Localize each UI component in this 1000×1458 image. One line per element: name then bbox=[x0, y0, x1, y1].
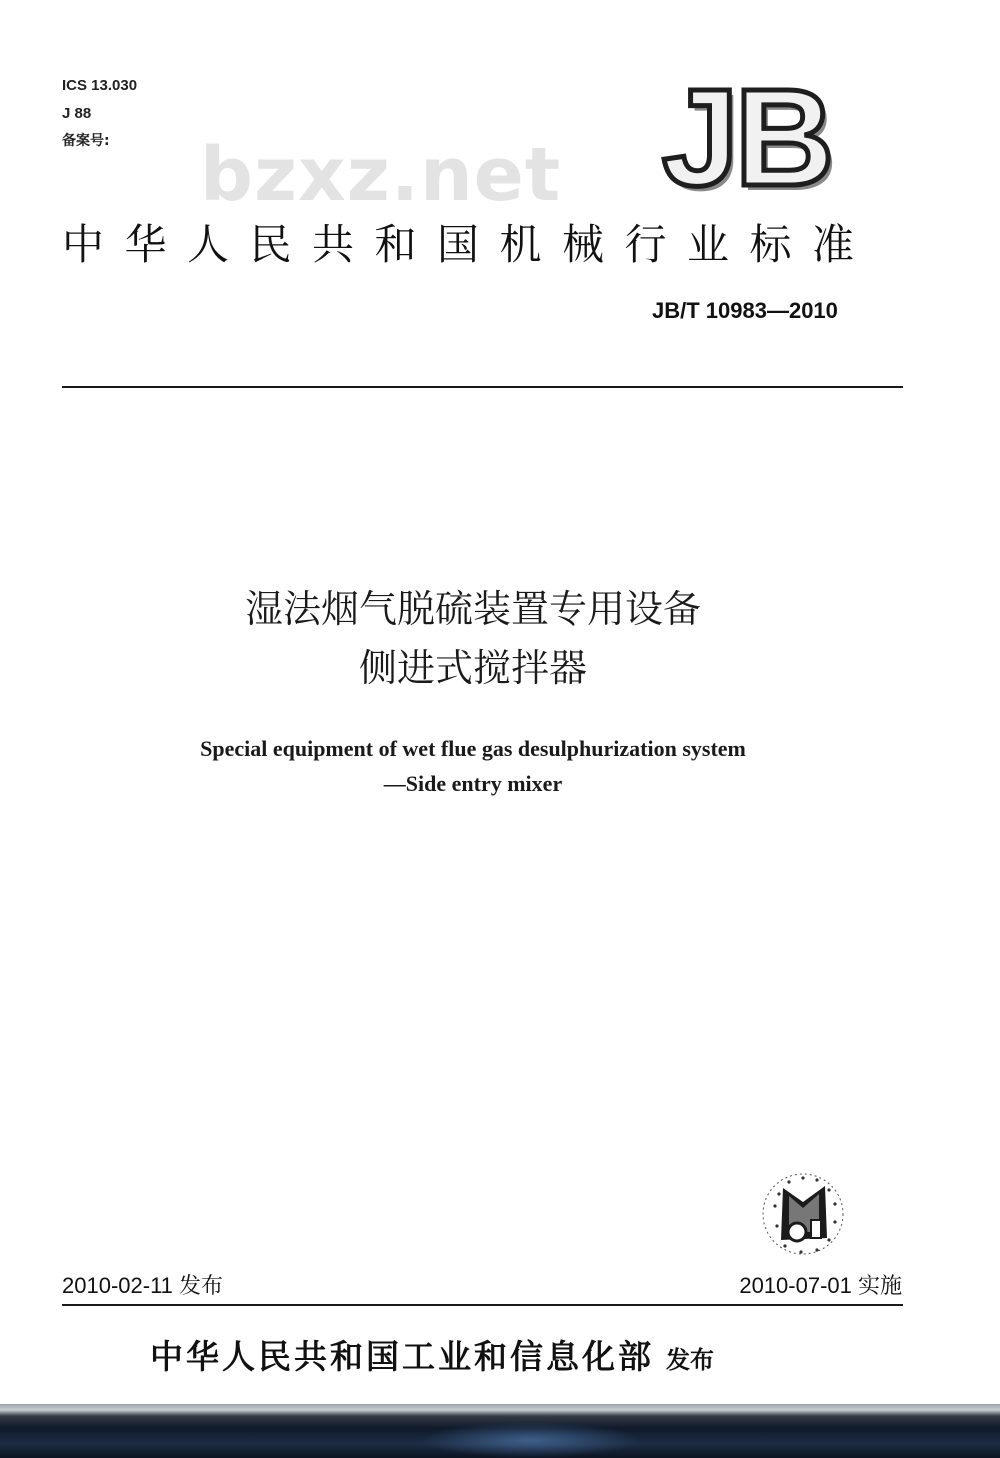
watermark-text: bzxz.net bbox=[200, 132, 562, 218]
standard-category-title: 中华人民共和国机械行业标准 bbox=[62, 220, 875, 269]
jb-logo: JB bbox=[662, 61, 831, 215]
issue-date: 2010-02-11 发布 bbox=[62, 1273, 224, 1298]
title-cn-line2: 侧进式搅拌器 bbox=[358, 646, 587, 690]
implementation-date: 2010-07-01 实施 bbox=[739, 1273, 902, 1298]
issuer-suffix: 发布 bbox=[666, 1346, 714, 1374]
background-glow bbox=[420, 1422, 640, 1458]
issuer-line bbox=[150, 1332, 714, 1382]
record-number-label: 备案号: bbox=[62, 133, 110, 149]
issuer-name: 中华人民共和国工业和信息化部 bbox=[150, 1337, 654, 1376]
ics-code: ICS 13.030 bbox=[62, 77, 138, 94]
title-en-line2: —Side entry mixer bbox=[383, 771, 563, 796]
title-cn-line1: 湿法烟气脱硫装置专用设备 bbox=[244, 587, 701, 631]
publisher-seal-icon bbox=[755, 1166, 851, 1262]
standard-number: JB/T 10983—2010 bbox=[652, 298, 838, 323]
bottom-divider bbox=[62, 1304, 903, 1306]
top-divider bbox=[62, 386, 903, 388]
title-en-line1: Special equipment of wet flue gas desulphurization system bbox=[200, 736, 746, 761]
classification-code: J 88 bbox=[62, 105, 92, 122]
